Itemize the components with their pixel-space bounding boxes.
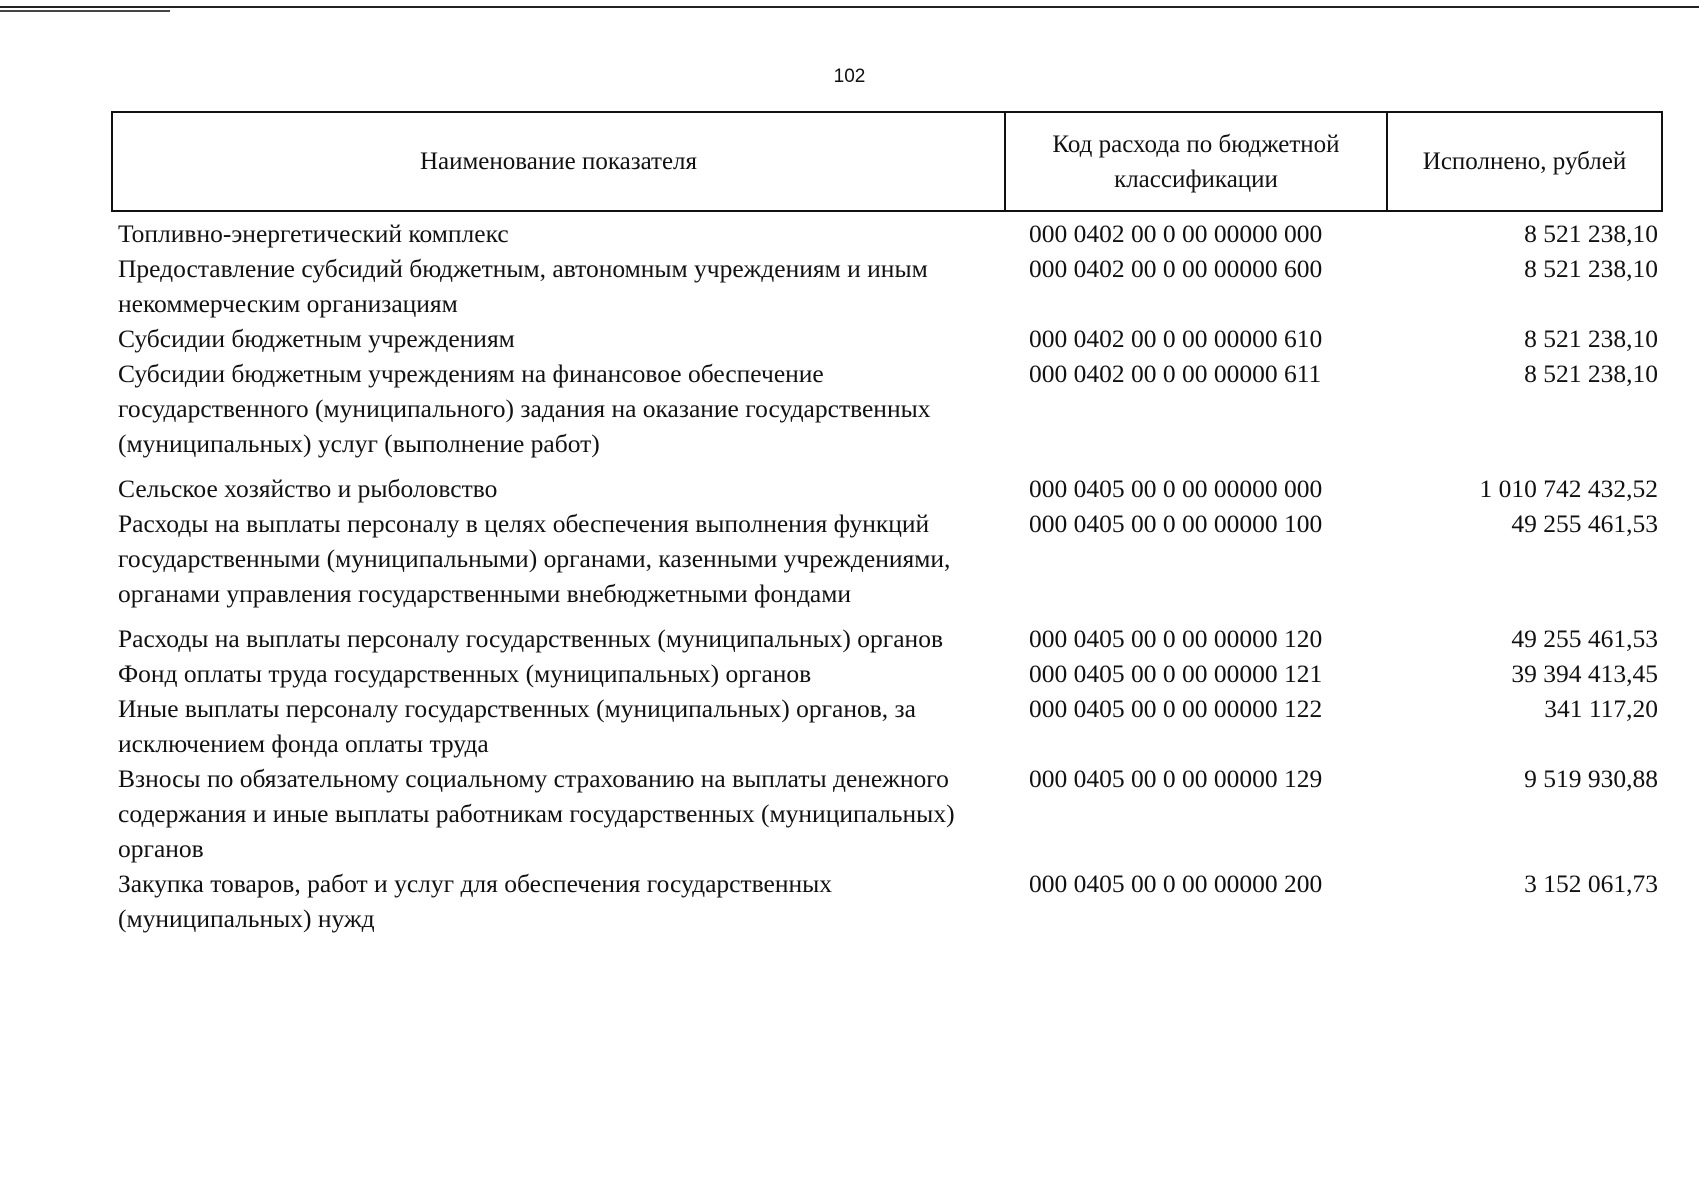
- row-amount: 8 521 238,10: [1524, 219, 1658, 248]
- table-row: [112, 251, 1662, 321]
- row-amount: 8 521 238,10: [1524, 254, 1658, 283]
- header-row: [112, 112, 1662, 211]
- table-header: [112, 112, 1662, 211]
- row-name: Закупка товаров, работ и услуг для обеспечения государственных (муниципальных) нужд: [118, 869, 833, 933]
- row-amount: 3 152 061,73: [1524, 869, 1658, 898]
- table-row: [112, 761, 1662, 866]
- row-code: 000 0405 00 0 00 00000 120: [1029, 624, 1323, 653]
- row-code: 000 0405 00 0 00 00000 200: [1029, 869, 1323, 898]
- row-amount: 9 519 930,88: [1524, 764, 1658, 793]
- table-row: [112, 356, 1662, 461]
- budget-report-table-container: [111, 111, 1661, 936]
- row-amount: 49 255 461,53: [1511, 509, 1658, 538]
- budget-report-table: [111, 111, 1663, 936]
- row-amount: 1 010 742 432,52: [1479, 474, 1658, 503]
- table-row: [112, 611, 1662, 656]
- row-amount: 341 117,20: [1544, 694, 1658, 723]
- table-row: [112, 506, 1662, 611]
- row-name: Взносы по обязательному социальному страхованию на выплаты денежного содержания и иные выплаты работникам государственных (муниципальных) органов: [118, 764, 955, 863]
- row-code: 000 0405 00 0 00 00000 122: [1029, 694, 1323, 723]
- row-amount: 39 394 413,45: [1511, 659, 1658, 688]
- row-name: Иные выплаты персоналу государственных (муниципальных) органов, за исключением фонда оплаты труда: [118, 694, 916, 758]
- header-code: Код расхода по бюджетной классификации: [1005, 112, 1387, 211]
- table-row: [112, 321, 1662, 356]
- row-code: 000 0402 00 0 00 00000 611: [1029, 359, 1322, 388]
- row-code: 000 0402 00 0 00 00000 000: [1029, 219, 1323, 248]
- row-name: Фонд оплаты труда государственных (муниципальных) органов: [118, 659, 812, 688]
- row-code: 000 0405 00 0 00 00000 129: [1029, 764, 1323, 793]
- header-amount: Исполнено, рублей: [1387, 112, 1662, 211]
- row-name: Сельское хозяйство и рыболовство: [118, 474, 498, 503]
- row-code: 000 0402 00 0 00 00000 600: [1029, 254, 1323, 283]
- row-name: Субсидии бюджетным учреждениям на финансовое обеспечение государственного (муниципального) задания на оказание государственных (муниципальных) услуг (выполнение работ): [118, 359, 931, 458]
- row-name: Расходы на выплаты персоналу в целях обеспечения выполнения функций государственными (муниципальными) органами, казенными учреждениями, органами управления государственными внебюджетными фондами: [118, 509, 951, 608]
- row-code: 000 0405 00 0 00 00000 121: [1029, 659, 1323, 688]
- row-name: Предоставление субсидий бюджетным, автономным учреждениям и иным некоммерческим организациям: [118, 254, 928, 318]
- table-row: [112, 461, 1662, 506]
- row-name: Топливно-энергетический комплекс: [118, 219, 509, 248]
- row-code: 000 0402 00 0 00 00000 610: [1029, 324, 1323, 353]
- table-row: [112, 211, 1662, 251]
- row-code: 000 0405 00 0 00 00000 100: [1029, 509, 1323, 538]
- table-row: [112, 656, 1662, 691]
- top-border-mark: [0, 10, 170, 12]
- table-row: [112, 691, 1662, 761]
- page-number: 102: [833, 66, 866, 87]
- table-row: [112, 866, 1662, 936]
- table-body: [112, 211, 1662, 936]
- row-name: Расходы на выплаты персоналу государственных (муниципальных) органов: [118, 624, 943, 653]
- row-code: 000 0405 00 0 00 00000 000: [1029, 474, 1323, 503]
- row-amount: 49 255 461,53: [1511, 624, 1658, 653]
- header-name: Наименование показателя: [112, 112, 1005, 211]
- row-name: Субсидии бюджетным учреждениям: [118, 324, 515, 353]
- row-amount: 8 521 238,10: [1524, 324, 1658, 353]
- row-amount: 8 521 238,10: [1524, 359, 1658, 388]
- top-border-line: [0, 6, 1699, 8]
